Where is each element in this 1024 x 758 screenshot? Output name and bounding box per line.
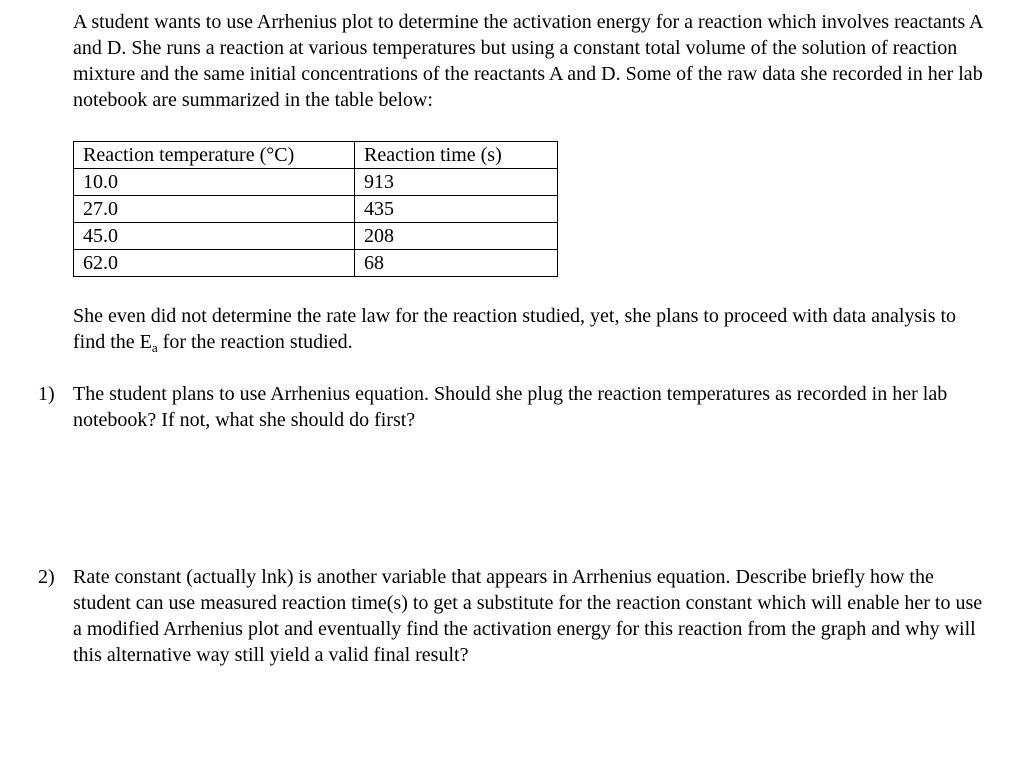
question-text: The student plans to use Arrhenius equation. Should she plug the reaction temperatures as recorded in her lab notebook? If not, what she should do first? bbox=[73, 383, 948, 431]
data-table bbox=[73, 141, 558, 277]
cell-temperature: 45.0 bbox=[74, 223, 355, 250]
cell-time: 435 bbox=[355, 196, 558, 223]
cell-temperature: 62.0 bbox=[74, 250, 355, 277]
question-number: 1) bbox=[38, 383, 55, 405]
question-text: Rate constant (actually lnk) is another variable that appears in Arrhenius equation. Describe briefly how the student can use measured reaction time(s) to get a substitute for the reaction constant which will enable her to use a modified Arrhenius plot and eventually find the activation energy for this reaction from the graph and why will this alternative way still yield a valid final result? bbox=[73, 566, 983, 666]
table-row bbox=[74, 250, 558, 277]
table-row bbox=[74, 223, 558, 250]
cell-time: 208 bbox=[355, 223, 558, 250]
table-row bbox=[74, 196, 558, 223]
cell-time: 913 bbox=[355, 169, 558, 196]
table-header-row bbox=[74, 142, 558, 169]
question-1 bbox=[38, 381, 993, 433]
question-number: 2) bbox=[38, 566, 55, 588]
analysis-paragraph bbox=[73, 303, 993, 355]
header-time: Reaction time (s) bbox=[355, 142, 558, 169]
analysis-text-after: for the reaction studied. bbox=[157, 331, 353, 353]
cell-temperature: 10.0 bbox=[74, 169, 355, 196]
intro-paragraph: A student wants to use Arrhenius plot to determine the activation energy for a reaction which involves reactants A and D. She runs a reaction at various temperatures but using a constant total volume of the solution of reaction mixture and the same initial concentrations of the reactants A and D. Some of the raw data she recorded in her lab notebook are summarized in the table below: bbox=[73, 11, 983, 111]
header-temperature: Reaction temperature (°C) bbox=[74, 142, 355, 169]
table-row bbox=[74, 169, 558, 196]
analysis-text-before: She even did not determine the rate law for the reaction studied, yet, she plans to proceed with data analysis to find the E bbox=[73, 305, 957, 353]
question-2 bbox=[38, 564, 993, 668]
subscript-a: a bbox=[151, 340, 158, 355]
cell-time: 68 bbox=[355, 250, 558, 277]
cell-temperature: 27.0 bbox=[74, 196, 355, 223]
